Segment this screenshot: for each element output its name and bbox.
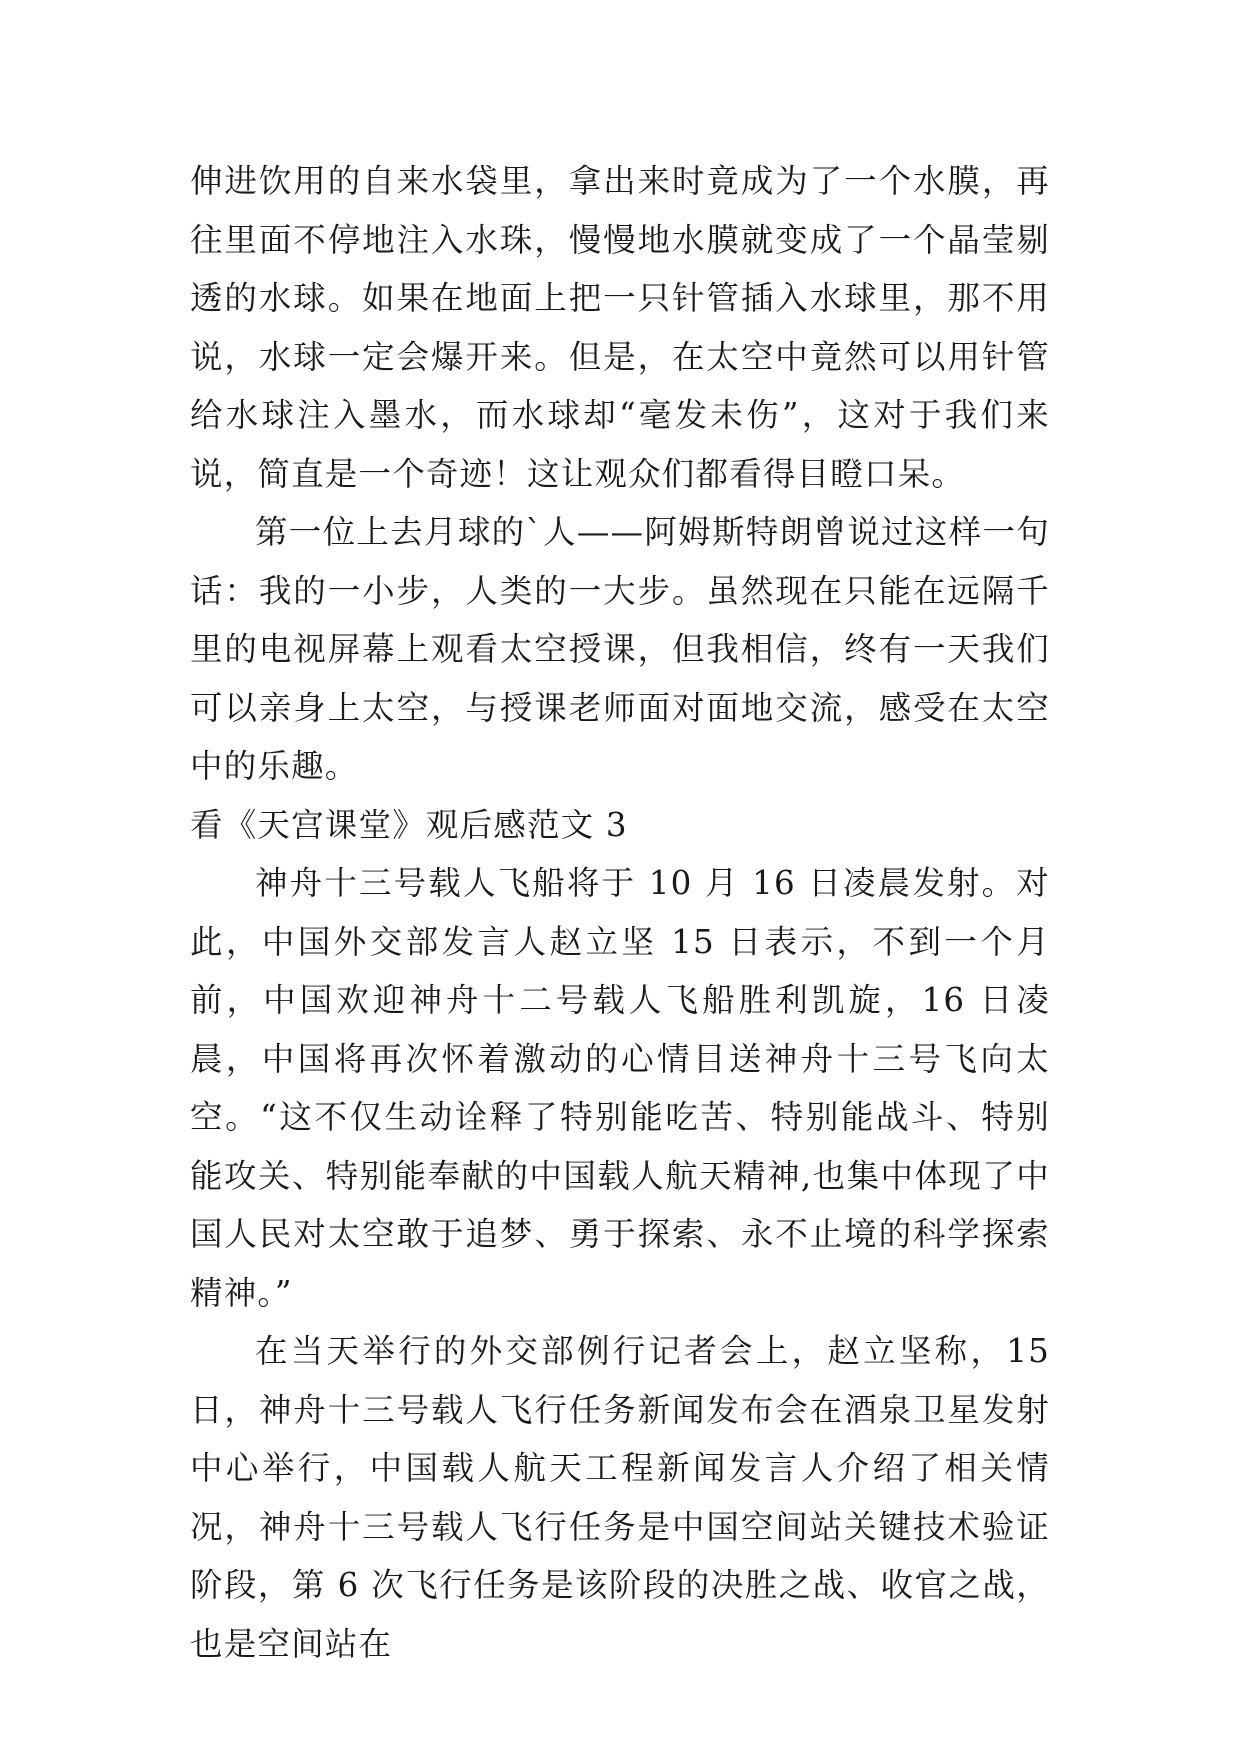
body-paragraph-3: 神舟十三号载人飞船将于 10 月 16 日凌晨发射。对此，中国外交部发言人赵立坚 15 日表示，不到一个月前，中国欢迎神舟十二号载人飞船胜利凯旋，16 日凌晨，中国将再次怀着激动的心情目送神舟十三号飞向太空。“这不仅生动诠释了特别能吃苦、特别能战斗、特别能攻关、特别能奉献的中国载人航天精神,也集中体现了中国人民对太空敢于追梦、勇于探索、永不止境的科学探索精神。” [190, 864, 1050, 1312]
section-heading: 看《天宫课堂》观后感范文 3 [190, 805, 628, 844]
body-paragraph-1: 伸进饮用的自来水袋里，拿出来时竟成为了一个水膜，再往里面不停地注入水珠，慢慢地水膜就变成了一个晶莹剔透的水球。如果在地面上把一只针管插入水球里，那不用说，水球一定会爆开来。但是，在太空中竟然可以用针管给水球注入墨水，而水球却“毫发未伤”，这对于我们来说，简直是一个奇迹！这让观众们都看得目瞪口呆。 [190, 162, 1050, 493]
document-body [190, 152, 1050, 1673]
body-paragraph-4: 在当天举行的外交部例行记者会上，赵立坚称，15 日，神舟十三号载人飞行任务新闻发布会在酒泉卫星发射中心举行，中国载人航天工程新闻发言人介绍了相关情况，神舟十三号载人飞行任务是中国空间站关键技术验证阶段，第 6 次飞行任务是该阶段的决胜之战、收官之战，也是空间站在 [190, 1332, 1050, 1663]
body-paragraph-2: 第一位上去月球的`人——阿姆斯特朗曾说过这样一句话：我的一小步，人类的一大步。虽然现在只能在远隔千里的电视屏幕上观看太空授课，但我相信，终有一天我们可以亲身上太空，与授课老师面对面地交流，感受在太空中的乐趣。 [190, 513, 1050, 785]
